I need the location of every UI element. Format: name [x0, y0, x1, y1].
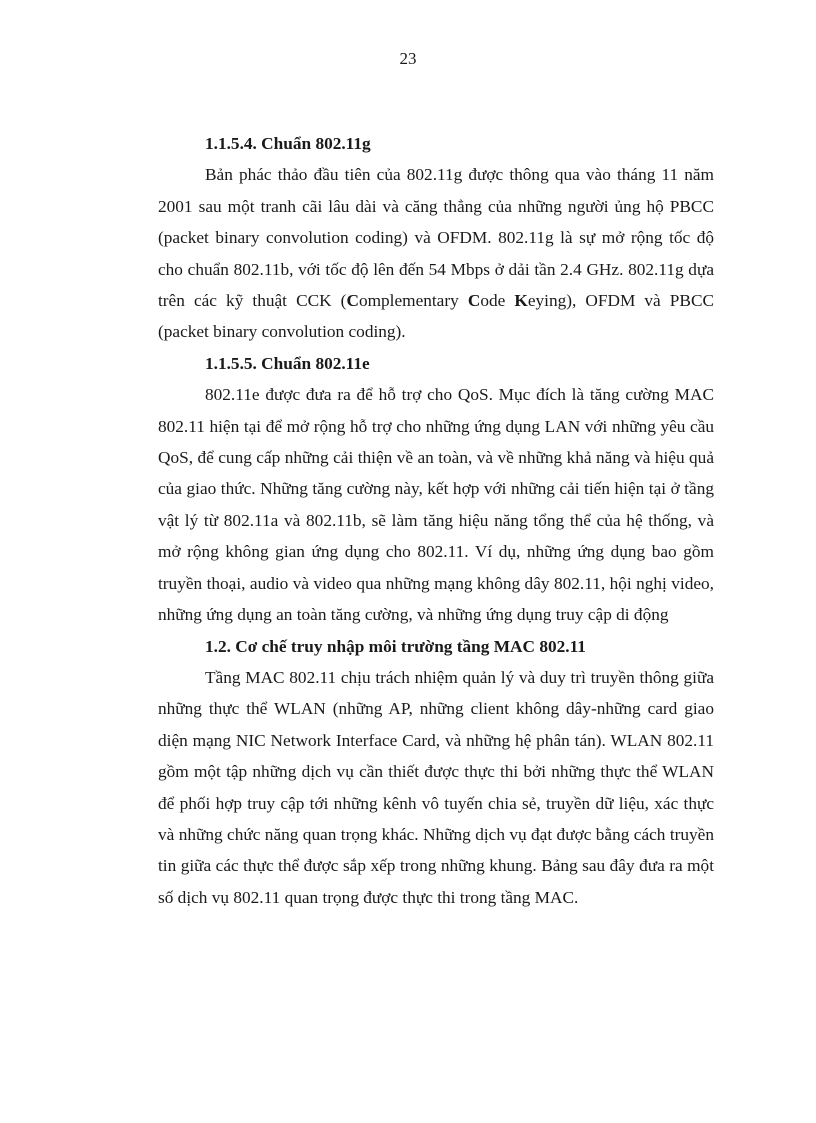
section-heading-802-11e: 1.1.5.5. Chuẩn 802.11e	[205, 353, 370, 373]
section-heading-mac-access: 1.2. Cơ chế truy nhập môi trường tầng MAC 802.11	[205, 636, 586, 656]
document-body	[158, 128, 714, 913]
section-heading-802-11g: 1.1.5.4. Chuẩn 802.11g	[205, 134, 371, 153]
page-number: 23	[399, 49, 417, 68]
section-paragraph-mac-access: Tầng MAC 802.11 chịu trách nhiệm quản lý và duy trì truyền thông giữa những thực thể WLAN (những AP, những client không dây-những card giao diện mạng NIC Network Interface Card, và những hệ phân tán). WLAN 802.11 gồm một tập những dịch vụ cần thiết được thực thi bởi những thực thể WLAN để phối hợp truy cập tới những kênh vô tuyến chia sẻ, truyền dữ liệu, xác thực và những chức năng quan trọng khác. Những dịch vụ đạt được bằng cách truyền tin giữa các thực thể được sắp xếp trong những khung. Bảng sau đây đưa ra một số dịch vụ 802.11 quan trọng được thực thi trong tầng MAC.	[158, 667, 714, 907]
section-paragraph-802-11e: 802.11e được đưa ra để hỗ trợ cho QoS. Mục đích là tăng cường MAC 802.11 hiện tại để mở rộng hỗ trợ cho những ứng dụng LAN với những yêu cầu QoS, để cung cấp những cải thiện về an toàn, và về những khả năng và hiệu quả của giao thức. Những tăng cường này, kết hợp với những cải tiến hiện tại ở tầng vật lý từ 802.11a và 802.11b, sẽ làm tăng hiệu năng tổng thể của hệ thống, và mở rộng không gian ứng dụng cho 802.11. Ví dụ, những ứng dụng bao gồm truyền thoại, audio và video qua những mạng không dây 802.11, hội nghị video, những ứng dụng an toàn tăng cường, và những ứng dụng truy cập di động	[158, 385, 714, 625]
section-paragraph-802-11g: Bản phác thảo đầu tiên của 802.11g được thông qua vào tháng 11 năm 2001 sau một tranh cãi lâu dài và căng thẳng của những người ủng hộ PBCC (packet binary convolution coding) và OFDM. 802.11g là sự mở rộng tốc độ cho chuẩn 802.11b, với tốc độ lên đến 54 Mbps ở dải tần 2.4 GHz. 802.11g dựa trên các kỹ thuật CCK (Complementary Code Keying), OFDM và PBCC (packet binary convolution coding).	[158, 165, 714, 342]
